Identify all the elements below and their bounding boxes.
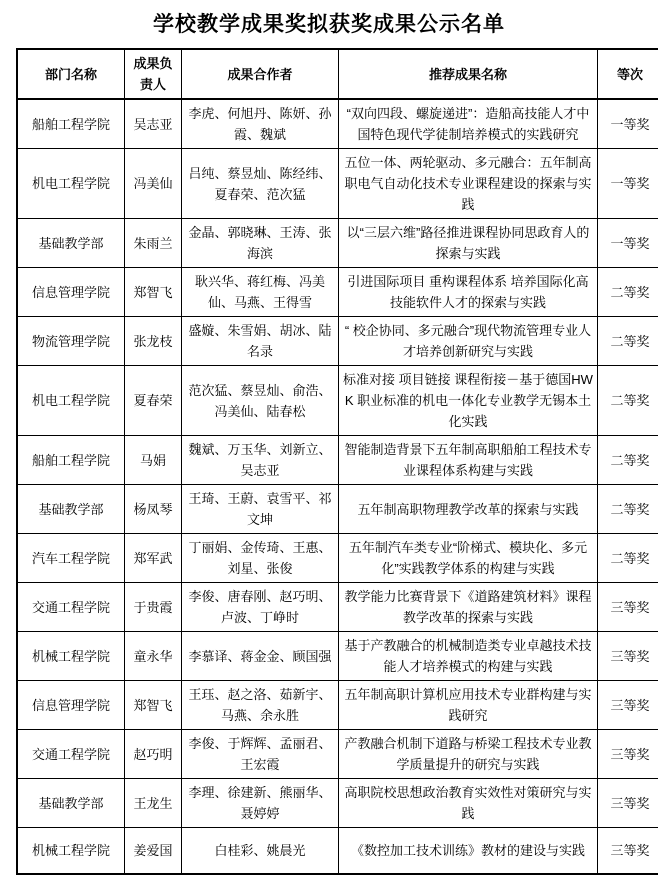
collaborators-cell: 李理、徐建新、熊丽华、聂婷婷: [182, 779, 339, 828]
department-cell: 交通工程学院: [17, 583, 125, 632]
table-row: [17, 268, 658, 317]
table-header: [17, 49, 658, 99]
grade-cell: 二等奖: [598, 436, 658, 485]
collaborators-cell: 丁丽娟、金传琦、王惠、刘星、张俊: [182, 534, 339, 583]
department-cell: 基础教学部: [17, 219, 125, 268]
table-row: [17, 317, 658, 366]
table-row: [17, 534, 658, 583]
department-cell: 基础教学部: [17, 779, 125, 828]
grade-cell: 二等奖: [598, 268, 658, 317]
table-row: [17, 730, 658, 779]
achievement-cell: 五年制高职计算机应用技术专业群构建与实践研究: [339, 681, 598, 730]
collaborators-cell: 李俊、于辉辉、孟丽君、王宏霞: [182, 730, 339, 779]
grade-cell: 二等奖: [598, 485, 658, 534]
leader-cell: 于贵霞: [125, 583, 182, 632]
table-row: [17, 632, 658, 681]
collaborators-cell: 金晶、郭晓琳、王涛、张海滨: [182, 219, 339, 268]
table-row: [17, 779, 658, 828]
header-achievement: 推荐成果名称: [339, 49, 598, 99]
grade-cell: 一等奖: [598, 99, 658, 149]
collaborators-cell: 王琦、王蔚、袁雪平、祁文坤: [182, 485, 339, 534]
achievement-cell: “双向四段、螺旋递进”：造船高技能人才中国特色现代学徒制培养模式的实践研究: [339, 99, 598, 149]
leader-cell: 马娟: [125, 436, 182, 485]
achievement-cell: 标准对接 项目链接 课程衔接－基于德国HWK 职业标准的机电一体化专业教学无锡本土化实践: [339, 366, 598, 436]
table-row: [17, 219, 658, 268]
leader-cell: 郑智飞: [125, 681, 182, 730]
department-cell: 基础教学部: [17, 485, 125, 534]
achievement-cell: 五位一体、两轮驱动、多元融合：五年制高职电气自动化技术专业课程建设的探索与实践: [339, 149, 598, 219]
leader-cell: 张龙枝: [125, 317, 182, 366]
page-title: 学校教学成果奖拟获奖成果公示名单: [16, 8, 642, 38]
table-row: [17, 436, 658, 485]
leader-cell: 王龙生: [125, 779, 182, 828]
department-cell: 物流管理学院: [17, 317, 125, 366]
grade-cell: 三等奖: [598, 730, 658, 779]
leader-cell: 朱雨兰: [125, 219, 182, 268]
department-cell: 信息管理学院: [17, 268, 125, 317]
table-row: [17, 99, 658, 149]
collaborators-cell: 范次猛、蔡昱灿、俞浩、冯美仙、陆春松: [182, 366, 339, 436]
collaborators-cell: 吕纯、蔡昱灿、陈经纬、夏春荣、范次猛: [182, 149, 339, 219]
department-cell: 机械工程学院: [17, 632, 125, 681]
achievement-cell: 教学能力比赛背景下《道路建筑材料》课程教学改革的探索与实践: [339, 583, 598, 632]
achievement-cell: 五年制高职物理教学改革的探索与实践: [339, 485, 598, 534]
grade-cell: 二等奖: [598, 366, 658, 436]
department-cell: 机械工程学院: [17, 828, 125, 874]
department-cell: 船舶工程学院: [17, 436, 125, 485]
grade-cell: 一等奖: [598, 149, 658, 219]
achievement-cell: 智能制造背景下五年制高职船舶工程技术专业课程体系构建与实践: [339, 436, 598, 485]
collaborators-cell: 白桂彩、姚晨光: [182, 828, 339, 874]
header-grade: 等次: [598, 49, 658, 99]
grade-cell: 三等奖: [598, 828, 658, 874]
table-body: [17, 99, 658, 874]
results-table: [16, 48, 658, 875]
table-row: [17, 366, 658, 436]
leader-cell: 杨凤琴: [125, 485, 182, 534]
leader-cell: 吴志亚: [125, 99, 182, 149]
achievement-cell: “ 校企协同、多元融合”现代物流管理专业人才培养创新研究与实践: [339, 317, 598, 366]
header-row: [17, 49, 658, 99]
collaborators-cell: 耿兴华、蒋红梅、冯美仙、马燕、王得雪: [182, 268, 339, 317]
table-row: [17, 583, 658, 632]
department-cell: 交通工程学院: [17, 730, 125, 779]
department-cell: 机电工程学院: [17, 149, 125, 219]
grade-cell: 二等奖: [598, 534, 658, 583]
collaborators-cell: 李俊、唐春刚、赵巧明、卢波、丁峥时: [182, 583, 339, 632]
collaborators-cell: 李虎、何旭丹、陈妍、孙霞、魏斌: [182, 99, 339, 149]
department-cell: 信息管理学院: [17, 681, 125, 730]
header-collaborators: 成果合作者: [182, 49, 339, 99]
grade-cell: 三等奖: [598, 779, 658, 828]
leader-cell: 童永华: [125, 632, 182, 681]
collaborators-cell: 李慕译、蒋金金、顾国强: [182, 632, 339, 681]
collaborators-cell: 盛嫙、朱雪娟、胡冰、陆名录: [182, 317, 339, 366]
grade-cell: 二等奖: [598, 317, 658, 366]
leader-cell: 姜爱国: [125, 828, 182, 874]
grade-cell: 三等奖: [598, 681, 658, 730]
department-cell: 机电工程学院: [17, 366, 125, 436]
header-leader: 成果负责人: [125, 49, 182, 99]
header-department: 部门名称: [17, 49, 125, 99]
achievement-cell: 引进国际项目 重构课程体系 培养国际化高技能软件人才的探索与实践: [339, 268, 598, 317]
achievement-cell: 《数控加工技术训练》教材的建设与实践: [339, 828, 598, 874]
table-row: [17, 828, 658, 874]
grade-cell: 三等奖: [598, 583, 658, 632]
achievement-cell: 以“三层六维”路径推进课程协同思政育人的探索与实践: [339, 219, 598, 268]
achievement-cell: 高职院校思想政治教育实效性对策研究与实践: [339, 779, 598, 828]
collaborators-cell: 王珏、赵之洛、茹新宇、马燕、余永胜: [182, 681, 339, 730]
table-row: [17, 149, 658, 219]
table-row: [17, 485, 658, 534]
leader-cell: 郑军武: [125, 534, 182, 583]
department-cell: 船舶工程学院: [17, 99, 125, 149]
achievement-cell: 五年制汽车类专业“阶梯式、模块化、多元化”实践教学体系的构建与实践: [339, 534, 598, 583]
leader-cell: 冯美仙: [125, 149, 182, 219]
table-row: [17, 681, 658, 730]
achievement-cell: 基于产教融合的机械制造类专业卓越技术技能人才培养模式的构建与实践: [339, 632, 598, 681]
achievement-cell: 产教融合机制下道路与桥梁工程技术专业教学质量提升的研究与实践: [339, 730, 598, 779]
collaborators-cell: 魏斌、万玉华、刘新立、吴志亚: [182, 436, 339, 485]
leader-cell: 赵巧明: [125, 730, 182, 779]
leader-cell: 夏春荣: [125, 366, 182, 436]
grade-cell: 一等奖: [598, 219, 658, 268]
grade-cell: 三等奖: [598, 632, 658, 681]
leader-cell: 郑智飞: [125, 268, 182, 317]
department-cell: 汽车工程学院: [17, 534, 125, 583]
